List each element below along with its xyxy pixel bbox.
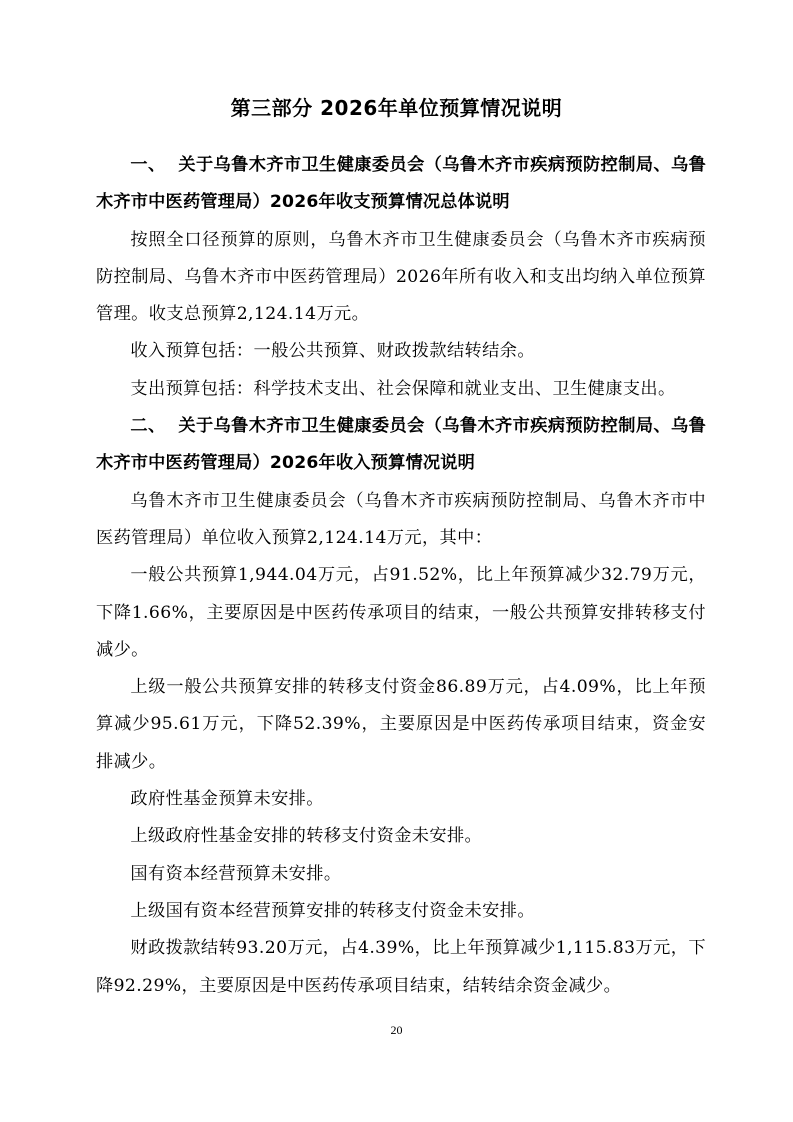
section-2-paragraph-1: 乌鲁木齐市卫生健康委员会（乌鲁木齐市疾病预防控制局、乌鲁木齐市中医药管理局）单位收入预算2,124.14万元，其中： [96,490,706,548]
section-2-paragraph-5: 上级政府性基金安排的转移支付资金未安排。 [130,826,483,847]
section-2-heading: 二、 关于乌鲁木齐市卫生健康委员会（乌鲁木齐市疾病预防控制局、乌鲁木齐市中医药管理局）2026年收入预算情况说明 [96,416,706,474]
section-2-paragraph-7: 上级国有资本经营预算安排的转移支付资金未安排。 [130,900,535,921]
document-body [96,147,706,1005]
section-1-heading: 一、 关于乌鲁木齐市卫生健康委员会（乌鲁木齐市疾病预防控制局、乌鲁木齐市中医药管理局）2026年收支预算情况总体说明 [96,155,706,213]
section-1-paragraph-2: 收入预算包括：一般公共预算、财政拨款结转结余。 [130,341,535,362]
section-2-paragraph-2: 一般公共预算1,944.04万元，占91.52%，比上年预算减少32.79万元，下降1.66%，主要原因是中医药传承项目的结束，一般公共预算安排转移支付减少。 [96,565,706,660]
page-title: 第三部分 2026年单位预算情况说明 [230,96,563,120]
section-1-paragraph-3: 支出预算包括：科学技术支出、社会保障和就业支出、卫生健康支出。 [130,378,676,399]
section-2-paragraph-6: 国有资本经营预算未安排。 [130,863,342,884]
section-2-paragraph-3: 上级一般公共预算安排的转移支付资金86.89万元，占4.09%，比上年预算减少95.61万元，下降52.39%，主要原因是中医药传承项目结束，资金安排减少。 [96,677,706,772]
section-2-paragraph-4: 政府性基金预算未安排。 [130,789,324,810]
section-2-paragraph-8: 财政拨款结转93.20万元，占4.39%，比上年预算减少1,115.83万元，下降92.29%，主要原因是中医药传承项目结束，结转结余资金减少。 [96,938,706,996]
page-number: 20 [390,1023,403,1037]
section-1-paragraph-1: 按照全口径预算的原则，乌鲁木齐市卫生健康委员会（乌鲁木齐市疾病预防控制局、乌鲁木齐市中医药管理局）2026年所有收入和支出均纳入单位预算管理。收支总预算2,124.14万元。 [96,229,706,325]
